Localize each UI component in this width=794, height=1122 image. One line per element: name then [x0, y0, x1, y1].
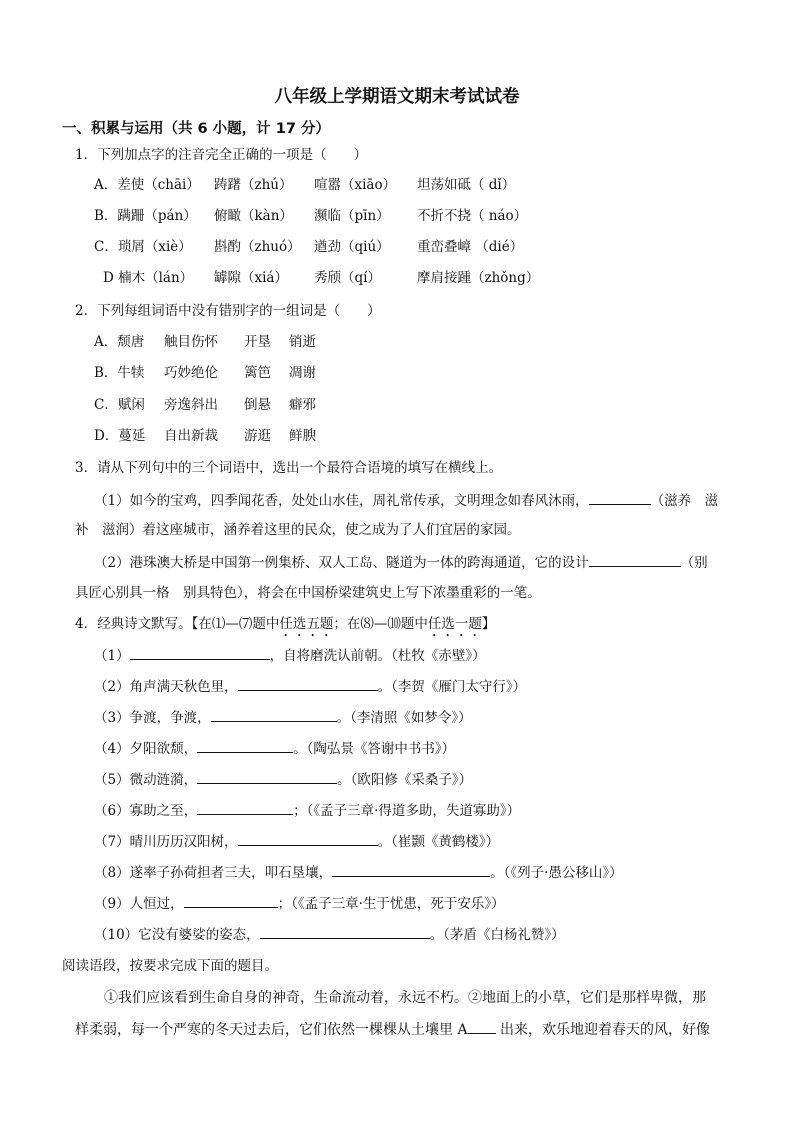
- option-cell: A．颓唐: [94, 334, 145, 350]
- answer-blank[interactable]: [332, 862, 490, 877]
- option-cell: 自出新裁: [164, 428, 218, 444]
- option-cell: D 楠木（lán）: [103, 270, 194, 286]
- option-cell: 遒劲（qiú）: [314, 239, 390, 255]
- option-cell: 秀颀（qí）: [314, 270, 381, 286]
- question-3-part-1-line-2: 补 滋润）着这座城市，涵养着这里的民众，使之成为了人们宜居的家园。: [75, 522, 521, 538]
- option-cell: 罅隙（xiá）: [214, 270, 288, 286]
- question-2-option-b: [94, 363, 316, 383]
- option-cell: 踌躇（zhú）: [214, 177, 293, 193]
- option-cell: 凋谢: [289, 365, 316, 381]
- text: （4）夕阳欲颓，: [94, 741, 198, 757]
- text: （5）微动涟漪，: [94, 772, 198, 788]
- option-cell: 触目伤怀: [164, 334, 218, 350]
- text: ；（《孟子三章·生于忧患，死于安乐》）: [277, 896, 505, 912]
- answer-blank[interactable]: [197, 738, 293, 753]
- recitation-item-6: [94, 800, 520, 821]
- text: 。（《列子·愚公移山》）: [490, 865, 623, 881]
- section-heading: 一、积累与运用（共 6 小题，计 17 分）: [62, 121, 330, 137]
- answer-blank[interactable]: [589, 490, 651, 505]
- question-2-option-c: [94, 395, 316, 415]
- option-cell: 坦荡如砥（ dǐ）: [417, 177, 516, 193]
- option-cell: 倒悬: [244, 397, 271, 413]
- text: 。（李清照《如梦令》）: [336, 710, 472, 726]
- option-cell: 不折不挠（ náo）: [417, 208, 528, 224]
- answer-blank[interactable]: [211, 707, 337, 722]
- text: （8）遂率子孙荷担者三夫，叩石垦壤，: [94, 865, 333, 881]
- text: 出来，欢乐地迎着春天的风，好像: [495, 1022, 711, 1038]
- option-cell: 俯瞰（kàn）: [214, 208, 293, 224]
- answer-blank[interactable]: [260, 924, 430, 939]
- text: （滋养 滋: [650, 493, 719, 509]
- text: （9）人恒过，: [94, 896, 184, 912]
- answer-blank-a[interactable]: [468, 1019, 496, 1034]
- recitation-item-1: [94, 645, 486, 666]
- option-cell: 旁逸斜出: [164, 397, 218, 413]
- answer-blank[interactable]: [184, 893, 278, 908]
- recitation-item-3: [94, 707, 472, 728]
- option-cell: 篱笆: [244, 365, 271, 381]
- text: 样柔弱，每一个严寒的冬天过去后，它们依然一棵棵从土壤里 A: [75, 1022, 468, 1038]
- question-2-option-d: [94, 426, 316, 446]
- option-cell: 摩肩接踵（zhǒng）: [417, 270, 540, 286]
- recitation-item-2: [94, 676, 526, 697]
- option-cell: 游逛: [244, 428, 271, 444]
- reading-intro: 阅读语段，按要求完成下面的题目。: [62, 958, 278, 974]
- option-cell: 开垦: [244, 334, 271, 350]
- text: （3）争渡，争渡，: [94, 710, 211, 726]
- recitation-item-10: [94, 924, 565, 945]
- answer-blank[interactable]: [238, 831, 378, 846]
- reading-passage-line-2: [75, 1019, 710, 1040]
- text: （1）: [94, 648, 130, 664]
- option-cell: B．牛犊: [94, 365, 145, 381]
- text: 。（崔颢《黄鹤楼》）: [377, 834, 500, 850]
- option-cell: 斟酌（zhuó）: [214, 239, 301, 255]
- option-cell: A．差使（chāi）: [94, 177, 200, 193]
- option-cell: C．赋闲: [94, 397, 145, 413]
- option-cell: 巧妙绝伦: [164, 365, 218, 381]
- question-1-option-a: [94, 175, 515, 195]
- text: （2）港珠澳大桥是中国第一例集桥、双人工岛、隧道为一体的跨海通道，它的设计: [94, 555, 589, 571]
- question-2-stem: 2．下列每组词语中没有错别字的一组词是（ ）: [75, 303, 381, 319]
- question-3-part-1-line-1: [94, 490, 718, 511]
- emphasized-text: 任选一题: [427, 616, 482, 632]
- question-1-option-d: [103, 268, 539, 288]
- option-cell: C．琐屑（xiè）: [94, 239, 192, 255]
- text: 。（陶弘景《答谢中书书》）: [293, 741, 456, 757]
- text: 。（茅盾《白杨礼赞》）: [429, 927, 565, 943]
- recitation-item-5: [94, 769, 472, 790]
- question-1-stem: 1．下列加点字的注音完全正确的一项是（ ）: [75, 147, 368, 163]
- answer-blank[interactable]: [197, 800, 293, 815]
- text: ；在⑻—⑽题中: [333, 616, 428, 632]
- option-cell: 癖邪: [289, 397, 316, 413]
- recitation-item-7: [94, 831, 499, 852]
- question-3-stem: 3．请从下列句中的三个词语中，选出一个最符合语境的填写在横线上。: [75, 460, 503, 476]
- question-4-stem: [75, 614, 495, 640]
- text: 。（欧阳修《采桑子》）: [337, 772, 473, 788]
- question-1-option-c: [94, 237, 523, 257]
- text: 】: [481, 616, 496, 632]
- question-2-option-a: [94, 332, 316, 352]
- emphasized-text: 任选五题: [279, 616, 334, 632]
- text: ，自将磨洗认前朝。（杜牧《赤壁》）: [269, 648, 486, 664]
- option-cell: 销逝: [289, 334, 316, 350]
- option-cell: B．蹒跚（pán）: [94, 208, 197, 224]
- recitation-item-8: [94, 862, 623, 883]
- answer-blank[interactable]: [197, 769, 337, 784]
- question-3-part-2-line-1: [94, 552, 708, 573]
- option-cell: D．蔓延: [94, 428, 146, 444]
- option-cell: 濒临（pīn）: [314, 208, 390, 224]
- answer-blank[interactable]: [238, 676, 378, 691]
- recitation-item-9: [94, 893, 505, 914]
- option-cell: 重峦叠嶂 （dié）: [417, 239, 524, 255]
- option-cell: 喧嚣（xiāo）: [314, 177, 397, 193]
- text: （2）角声满天秋色里，: [94, 679, 238, 695]
- option-cell: 鲜腴: [289, 428, 316, 444]
- text: （别: [680, 555, 708, 571]
- text: （7）晴川历历汉阳树，: [94, 834, 238, 850]
- text: （1）如今的宝鸡，四季闻花香，处处山水佳，周礼常传承，文明理念如春风沐雨，: [94, 493, 589, 509]
- reading-passage-line-1: ①我们应该看到生命自身的神奇，生命流动着，永远不朽。②地面上的小草，它们是那样卑微，那: [104, 990, 706, 1006]
- text: 4．经典诗文默写。【在⑴—⑺题中: [75, 616, 280, 632]
- recitation-item-4: [94, 738, 455, 759]
- page-title: 八年级上学期语文期末考试试卷: [274, 87, 520, 107]
- question-1-option-b: [94, 206, 527, 226]
- text: ；（《孟子三章·得道多助，失道寡助》）: [293, 803, 521, 819]
- text: （6）寡助之至，: [94, 803, 198, 819]
- question-3-part-2-line-2: 具匠心别具一格 别具特色），将会在中国桥梁建筑史上写下浓墨重彩的一笔。: [75, 585, 541, 601]
- answer-blank[interactable]: [589, 552, 681, 567]
- answer-blank[interactable]: [130, 645, 270, 660]
- text: 。（李贺《雁门太守行》）: [377, 679, 527, 695]
- text: （10）它没有婆娑的姿态，: [94, 927, 260, 943]
